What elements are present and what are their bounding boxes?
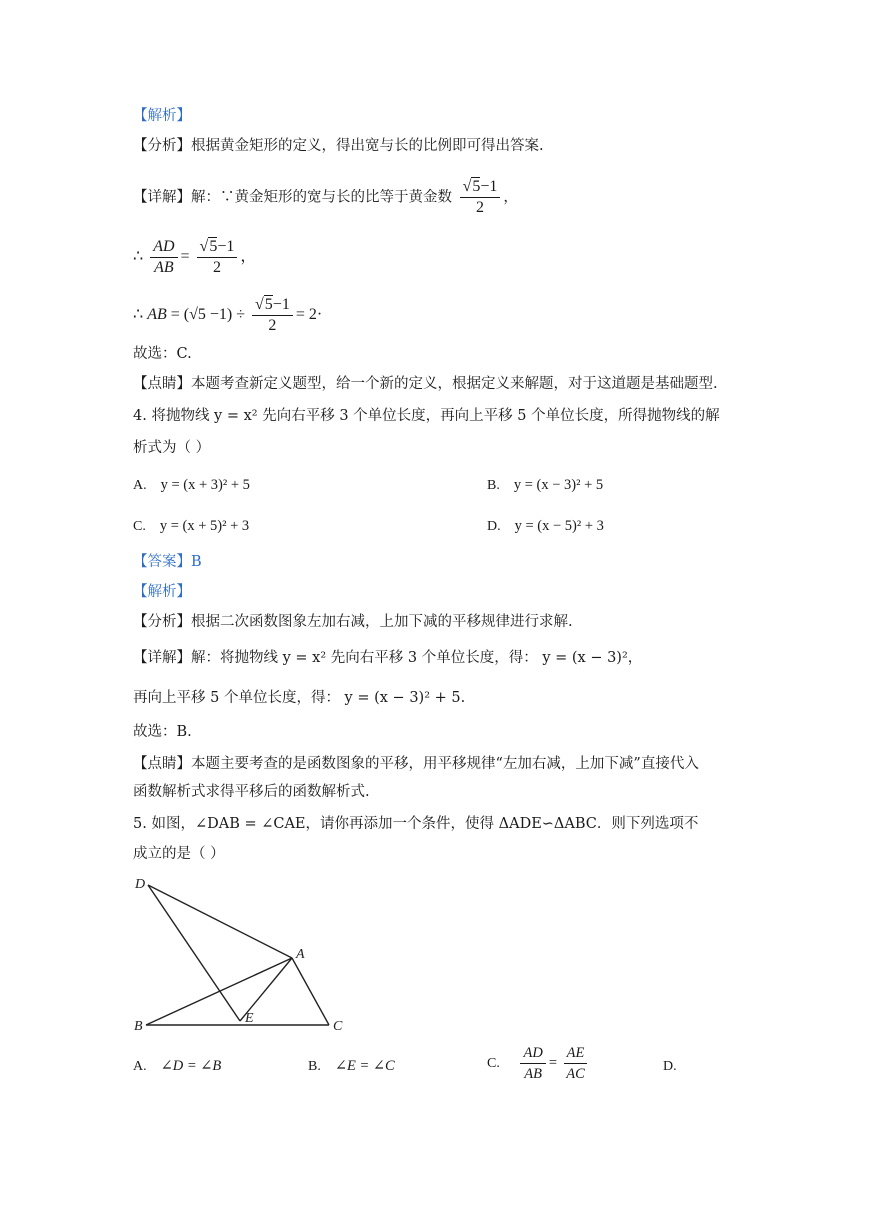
q3-guxuan: 故选：C. [133, 346, 192, 362]
q4-dianjing-line2: 函数解析式求得平移后的函数解析式. [133, 784, 370, 800]
q3-step2: ∴ AB = (√5 −1) ÷ $\frac{√5-1}{2}$ = 2· [133, 296, 323, 334]
golden-fraction-3: $\frac{√5-1}{2}$ [252, 296, 293, 335]
q5-stem-line1: 5. 如图，∠DAB = ∠CAE，请你再添加一个条件，使得 ΔADE∽ΔABC．则下列选项不 [133, 816, 699, 832]
q5-option-c[interactable]: C. $\frac{AD}{AB}$ = $\frac{AE}{AC}$ [487, 1044, 590, 1083]
q4-fenxi: 【分析】根据二次函数图象左加右减，上加下减的平移规律进行求解. [133, 614, 573, 630]
fenxi-tag: 【分析】 [133, 138, 191, 154]
q4-guxuan: 故选：B. [133, 724, 192, 740]
ad-ab-fraction: $\frac{AD}{AB}$ [150, 238, 177, 277]
q3-step1: ∴ $\frac{AD}{AB}$ = $\frac{√5-1}{2}$ ， [133, 238, 257, 276]
q3-dianjing: 【点睛】本题考查新定义题型，给一个新的定义，根据定义来解题，对于这道题是基础题型. [133, 376, 718, 392]
segment-de [148, 885, 240, 1021]
q4-answer: 【答案】B [133, 554, 202, 570]
q5-stem-line2: 成立的是（ ） [133, 846, 225, 862]
q3-jiexi-tag: 【解析】 [133, 108, 191, 124]
q4-dianjing-line1: 【点睛】本题主要考查的是函数图象的平移，用平移规律“左加右减，上加下减”直接代入 [133, 756, 699, 772]
q5-geometry-figure [128, 868, 358, 1038]
label-c: C [333, 1019, 343, 1034]
q3-fenxi [133, 136, 544, 156]
label-b: B [134, 1019, 143, 1034]
q5-option-d[interactable]: D. [663, 1059, 677, 1074]
label-d: D [135, 877, 146, 892]
q4-stem-line1: 4. 将抛物线 y = x² 先向右平移 3 个单位长度，再向上平移 5 个单位长度，所得抛物线的解 [133, 408, 720, 424]
xiangjie-tag: 【详解】 [133, 189, 191, 206]
q4-option-d[interactable]: D. y = (x − 5)² + 3 [487, 518, 604, 534]
q4-xiangjie-line1: 【详解】解：将抛物线 y = x² 先向右平移 3 个单位长度，得： y = (x − 3)²， [133, 650, 643, 666]
q4-option-b[interactable]: B. y = (x − 3)² + 5 [487, 477, 604, 493]
segment-da [148, 885, 292, 958]
q3-xiangjie: 【详解】解：∵黄金矩形的宽与长的比等于黄金数 $\frac{√5-1}{2}$ ， [133, 178, 518, 216]
label-a: A [296, 947, 305, 962]
segment-ab [146, 958, 292, 1025]
golden-fraction: $\frac{√5-1}{2}$ [460, 178, 501, 217]
fenxi-text: 根据黄金矩形的定义，得出宽与长的比例即可得出答案. [191, 138, 544, 154]
xiangjie-text: 解：∵黄金矩形的宽与长的比等于黄金数 [191, 189, 452, 206]
label-e: E [245, 1011, 254, 1026]
q4-stem-line2: 析式为（ ） [133, 440, 211, 456]
q4-jiexi-tag: 【解析】 [133, 584, 191, 600]
q5-option-b[interactable]: B. ∠E = ∠C [308, 1058, 395, 1074]
q4-xiangjie-line2: 再向上平移 5 个单位长度，得： y = (x − 3)² + 5. [133, 690, 466, 706]
q4-option-c[interactable]: C. y = (x + 5)² + 3 [133, 518, 250, 534]
q4-option-a[interactable]: A. y = (x + 3)² + 5 [133, 477, 250, 493]
segment-ac [292, 958, 329, 1025]
q5-option-a[interactable]: A. ∠D = ∠B [133, 1058, 222, 1074]
golden-fraction-2: $\frac{√5-1}{2}$ [197, 238, 238, 277]
